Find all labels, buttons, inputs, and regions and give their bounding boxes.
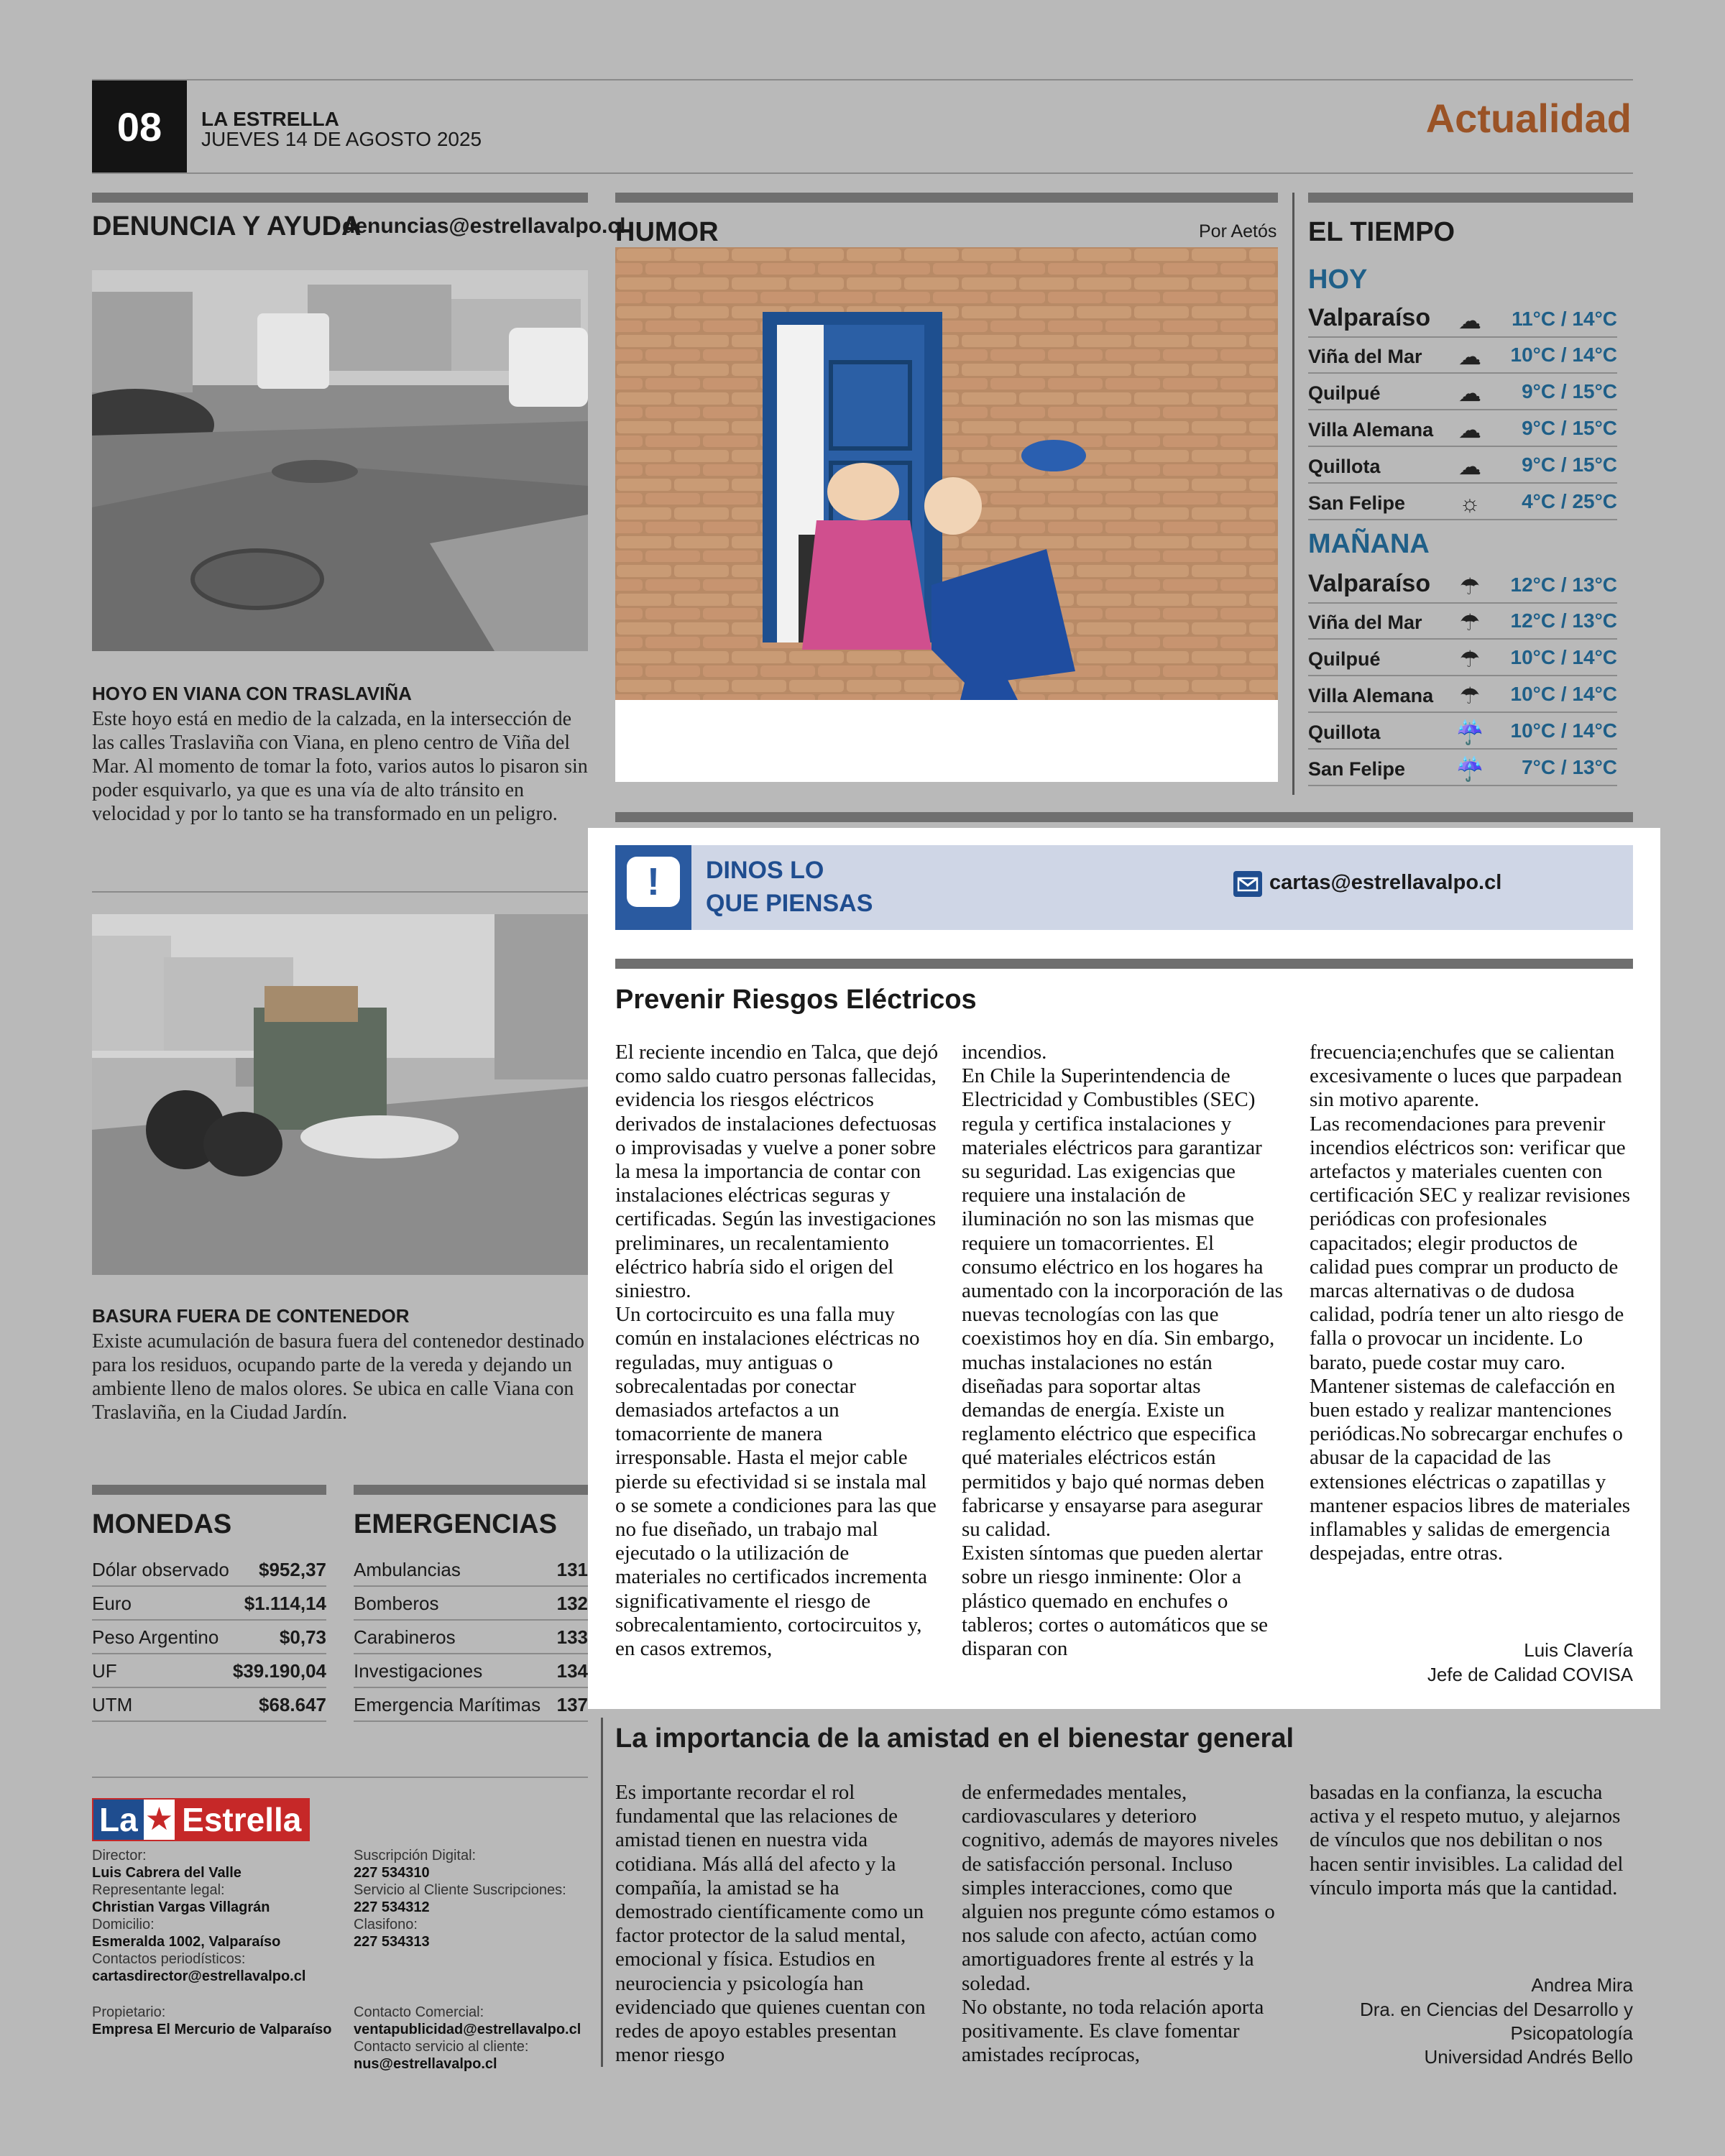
- section-title: Actualidad: [1425, 96, 1632, 141]
- owner-name: Empresa El Mercurio de Valparaíso: [92, 2022, 332, 2037]
- monedas-label: UTM: [92, 1694, 133, 1715]
- press-label: Contactos periodísticos:: [92, 1951, 246, 1967]
- emergencias-row: [354, 1552, 588, 1587]
- weather-temp: 9°C / 15°C: [1522, 453, 1617, 476]
- monedas-row: [92, 1620, 326, 1654]
- weather-today-label: HOY: [1308, 264, 1368, 295]
- emergencias-row: [354, 1620, 588, 1654]
- monedas-row: [92, 1586, 326, 1621]
- weather-city: Quilpué: [1308, 648, 1381, 670]
- letter2-col1: Es importante recordar el rol fundamental que las relaciones de amistad tienen en nuestra vida cotidiana. Más allá del afecto y la compañía, la amistad se ha demostrado científicamente como un factor protector de la salud mental, emocional y física. Estudios en neurociencia y psicología han evidenciado que quienes cuentan con redes de apoyo estables presentan menor riesgo: [615, 1781, 926, 2067]
- letter2-role3: Universidad Andrés Bello: [1424, 2046, 1633, 2068]
- garbage-photo: [92, 914, 588, 1275]
- item1-text: Este hoyo está en medio de la calzada, en la intersección de las calles Traslaviña con Viana, en pleno centro de Viña del Mar. Al momento de tomar la foto, varios autos lo pisaron sin poder esquivarlo, ya que es una vía de alto tránsito en velocidad y por lo tanto se ha transformado en un peligro.: [92, 708, 588, 825]
- director-name: Luis Cabrera del Valle: [92, 1865, 242, 1881]
- emergencias-value: 131: [556, 1559, 588, 1580]
- emergencias-value: 134: [556, 1660, 588, 1682]
- monedas-title: MONEDAS: [92, 1509, 232, 1539]
- cloud-icon: ☁: [1458, 417, 1481, 443]
- humor-cartoon: [615, 247, 1278, 700]
- letter2-title: La importancia de la amistad en el bienestar general: [615, 1723, 1294, 1754]
- rain-icon: ☂: [1459, 683, 1481, 709]
- monedas-value: $39.190,04: [232, 1660, 326, 1682]
- emergencias-label: Carabineros: [354, 1626, 456, 1648]
- weather-row: [1308, 293, 1617, 338]
- estrella-logo: [92, 1798, 310, 1841]
- cloud-icon: ☁: [1458, 308, 1481, 333]
- cloud-icon: ☁: [1458, 453, 1481, 479]
- monedas-row: [92, 1552, 326, 1587]
- letters-email-link[interactable]: cartas@estrellavalpo.cl: [1269, 871, 1502, 894]
- client-email[interactable]: nus@estrellavalpo.cl: [354, 2056, 497, 2072]
- weather-city: Valparaíso: [1308, 304, 1431, 331]
- client-label: Contacto servicio al cliente:: [354, 2039, 529, 2055]
- dinos-line1: DINOS LO: [706, 857, 824, 884]
- letter1-author: Luis Clavería: [1524, 1639, 1633, 1661]
- weather-temp: 10°C / 14°C: [1510, 646, 1617, 668]
- weather-city: Viña del Mar: [1308, 346, 1422, 367]
- svc-phone: 227 534312: [354, 1899, 430, 1915]
- weather-title: EL TIEMPO: [1308, 217, 1455, 247]
- monedas-label: Euro: [92, 1593, 132, 1614]
- emergencias-row: [354, 1586, 588, 1621]
- monedas-value: $952,37: [259, 1559, 326, 1580]
- letter1-col1: El reciente incendio en Talca, que dejó como saldo cuatro personas fallecidas, evidencia los riesgos eléctricos derivados de instalaciones defectuosas o improvisadas y vuelve a poner sobre la mesa la importancia de contar con instalaciones eléctricas seguras y certificadas. Según las investigaciones preliminares, un recalentamiento eléctrico habría sido el origen del siniestro. Un cortocircuito es una falla muy común en instalaciones eléctricas no reguladas, muy antiguas o sobrecalentadas por conectar demasiados artefactos a un tomacorriente de manera irresponsable. Hasta el mejor cable pierde su efectividad si se instala mal o se somete a condiciones para las que no fue diseñado, un trabajo mal ejecutado o la utilización de materiales no certificados incrementa significativamente el riesgo de sobrecalentamiento, cortocircuitos y, en casos extremos,: [615, 1041, 939, 1661]
- pothole-photo: [92, 270, 588, 651]
- item2-text: Existe acumulación de basura fuera del contenedor destinado para los residuos, ocupando parte de la vereda y dejando un ambiente lleno de malos olores. Se ubica en calle Viana con Traslaviña, en la Ciudad Jardín.: [92, 1330, 584, 1424]
- address-label: Domicilio:: [92, 1917, 155, 1932]
- cloud-icon: ☁: [1458, 380, 1481, 406]
- weather-row: [1308, 749, 1617, 786]
- letter2-author: Andrea Mira: [1531, 1974, 1633, 1996]
- weather-row: [1308, 602, 1617, 640]
- logo-estrella: Estrella: [175, 1800, 308, 1840]
- weather-city: Villa Alemana: [1308, 419, 1434, 441]
- monedas-value: $1.114,14: [244, 1593, 326, 1614]
- weather-city: Quillota: [1308, 456, 1381, 477]
- monedas-value: $68.647: [259, 1694, 326, 1715]
- weather-city: Valparaíso: [1308, 570, 1431, 597]
- dinos-line2: QUE PIENSAS: [706, 890, 873, 917]
- weather-row: [1308, 712, 1617, 750]
- letter1-role: Jefe de Calidad COVISA: [1427, 1664, 1633, 1685]
- comm-label: Contacto Comercial:: [354, 2004, 484, 2020]
- weather-city: Viña del Mar: [1308, 612, 1422, 633]
- item2-title: BASURA FUERA DE CONTENEDOR: [92, 1305, 410, 1327]
- weather-temp: 11°C / 14°C: [1512, 308, 1617, 330]
- rain-icon: ☂: [1459, 646, 1481, 672]
- letter2-role2: Psicopatología: [1510, 2022, 1633, 2044]
- humor-title: HUMOR: [615, 217, 719, 247]
- weather-temp: 10°C / 14°C: [1510, 683, 1617, 705]
- legal-label: Representante legal:: [92, 1882, 225, 1898]
- sub-label: Suscripción Digital:: [354, 1848, 477, 1864]
- weather-row: [1308, 446, 1617, 484]
- comm-email[interactable]: ventapublicidad@estrellavalpo.cl: [354, 2022, 581, 2037]
- weather-city: Quillota: [1308, 722, 1381, 743]
- weather-temp: 10°C / 14°C: [1510, 719, 1617, 742]
- emergencias-label: Investigaciones: [354, 1660, 483, 1682]
- weather-temp: 9°C / 15°C: [1522, 380, 1617, 402]
- letter2-col2: de enfermedades mentales, cardiovasculares y deterioro cognitivo, además de mayores niveles de satisfacción personal. Incluso simples interacciones, como que alguien nos pregunte cómo estamos o nos salude con afecto, actúan como amortiguadores frente al estrés y la soledad. No obstante, no toda relación aporta positivamente. Es clave fomentar amistades recíprocas,: [962, 1781, 1279, 2067]
- director-label: Director:: [92, 1848, 147, 1864]
- class-label: Clasifono:: [354, 1917, 418, 1932]
- paper-name: LA ESTRELLA: [201, 108, 339, 130]
- exclamation-icon: !: [627, 857, 680, 907]
- monedas-label: UF: [92, 1660, 117, 1682]
- logo-la: La: [93, 1800, 144, 1840]
- emergencias-label: Bomberos: [354, 1593, 439, 1614]
- rain-icon: ☂: [1459, 609, 1481, 635]
- class-phone: 227 534313: [354, 1934, 430, 1950]
- letter1-title: Prevenir Riesgos Eléctricos: [615, 985, 977, 1015]
- svc-label: Servicio al Cliente Suscripciones:: [354, 1882, 566, 1898]
- weather-tomorrow-label: MAÑANA: [1308, 529, 1430, 559]
- star-icon: ★: [144, 1802, 174, 1837]
- weather-temp: 7°C / 13°C: [1522, 756, 1617, 778]
- weather-temp: 10°C / 14°C: [1510, 344, 1617, 366]
- weather-row: [1308, 483, 1617, 520]
- item1-title: HOYO EN VIANA CON TRASLAVIÑA: [92, 683, 412, 704]
- address-value: Esmeralda 1002, Valparaíso: [92, 1934, 281, 1950]
- monedas-value: $0,73: [279, 1626, 326, 1648]
- letter1-col2: incendios. En Chile la Superintendencia de Electricidad y Combustibles (SEC) regula y certifica instalaciones y materiales eléctricos para garantizar su seguridad. Las exigencias que requiere una instalación de iluminación no son las mismas que requiere un tomacorrientes. El consumo eléctrico en los hogares ha aumentado con la incorporación de las nuevas tecnologías con las que coexistimos hoy en día. Sin embargo, muchas instalaciones no están diseñadas para soportar altas demandas de energía. Existe un reglamento eléctrico que especifica qué materiales eléctricos están permitidos y bajo qué normas deben fabricarse y ensayarse para asegurar su calidad. Existen síntomas que pueden alertar sobre un riesgo inminente: Olor a plástico quemado en enchufes o tableros; cortes o automáticos que se disparan con: [962, 1041, 1283, 1661]
- emergencias-row: [354, 1654, 588, 1688]
- weather-row: [1308, 639, 1617, 676]
- heavy-rain-icon: ☔: [1455, 756, 1484, 782]
- letter2-role1: Dra. en Ciencias del Desarrollo y: [1359, 1999, 1633, 2020]
- mail-icon: [1233, 871, 1262, 897]
- monedas-label: Peso Argentino: [92, 1626, 219, 1648]
- letter2-col3: basadas en la confianza, la escucha activa y el respeto mutuo, y alejarnos de vínculos que nos debilitan o nos hacen sentir invisibles. La calidad del vínculo importa más que la cantidad.: [1310, 1781, 1624, 1899]
- weather-temp: 9°C / 15°C: [1522, 417, 1617, 439]
- emergencias-value: 133: [556, 1626, 588, 1648]
- weather-temp: 12°C / 13°C: [1510, 609, 1617, 632]
- weather-row: [1308, 336, 1617, 374]
- humor-byline: Por Aetós: [1199, 221, 1277, 241]
- owner-label: Propietario:: [92, 2004, 166, 2020]
- denuncia-title: DENUNCIA Y AYUDA: [92, 211, 362, 241]
- emergencias-value: 132: [556, 1593, 588, 1614]
- heavy-rain-icon: ☔: [1455, 719, 1484, 745]
- letter1-col3: frecuencia;enchufes que se calientan excesivamente o luces que parpadean sin motivo aparente. Las recomendaciones para prevenir incendios eléctricos son: verificar que artefactos y materiales cuenten con certificación SEC y realizar revisiones periódicas con profesionales capacitados; elegir productos de calidad pues comprar un producto de marcas alternativas o de dudosa calidad, podría tener un alto riesgo de falla o provocar un incidente. Lo barato, puede costar muy caro. Mantener sistemas de calefacción en buen estado y realizar mantenciones periódicas.No sobrecargar enchufes o abusar de la capacidad de las extensiones eléctricas o zapatillas y mantener espacios libres de materiales inflamables y salidas de emergencia despejadas, entre otras.: [1310, 1041, 1631, 1565]
- monedas-row: [92, 1654, 326, 1688]
- weather-row: [1308, 559, 1617, 604]
- weather-city: Quilpué: [1308, 382, 1381, 404]
- weather-row: [1308, 676, 1617, 713]
- legal-name: Christian Vargas Villagrán: [92, 1899, 270, 1915]
- emergencias-label: Emergencia Marítimas: [354, 1694, 541, 1715]
- emergencias-value: 137: [556, 1694, 588, 1715]
- emergencias-title: EMERGENCIAS: [354, 1509, 557, 1539]
- weather-row: [1308, 373, 1617, 410]
- drizzle-icon: ☂: [1459, 573, 1481, 599]
- cloud-icon: ☁: [1458, 344, 1481, 369]
- press-email[interactable]: cartasdirector@estrellavalpo.cl: [92, 1968, 306, 1984]
- weather-temp: 4°C / 25°C: [1522, 490, 1617, 512]
- weather-row: [1308, 410, 1617, 447]
- denuncia-email-link[interactable]: denuncias@estrellavalpo.cl: [342, 214, 626, 238]
- emergencias-label: Ambulancias: [354, 1559, 461, 1580]
- weather-temp: 12°C / 13°C: [1510, 573, 1617, 596]
- weather-city: San Felipe: [1308, 492, 1406, 514]
- monedas-label: Dólar observado: [92, 1559, 229, 1580]
- weather-city: Villa Alemana: [1308, 685, 1434, 706]
- monedas-row: [92, 1687, 326, 1722]
- sun-icon: ☼: [1459, 490, 1481, 516]
- sub-phone: 227 534310: [354, 1865, 430, 1881]
- page-number: 08: [92, 80, 187, 172]
- weather-city: San Felipe: [1308, 758, 1406, 780]
- issue-date: JUEVES 14 DE AGOSTO 2025: [201, 128, 482, 150]
- emergencias-row: [354, 1687, 588, 1722]
